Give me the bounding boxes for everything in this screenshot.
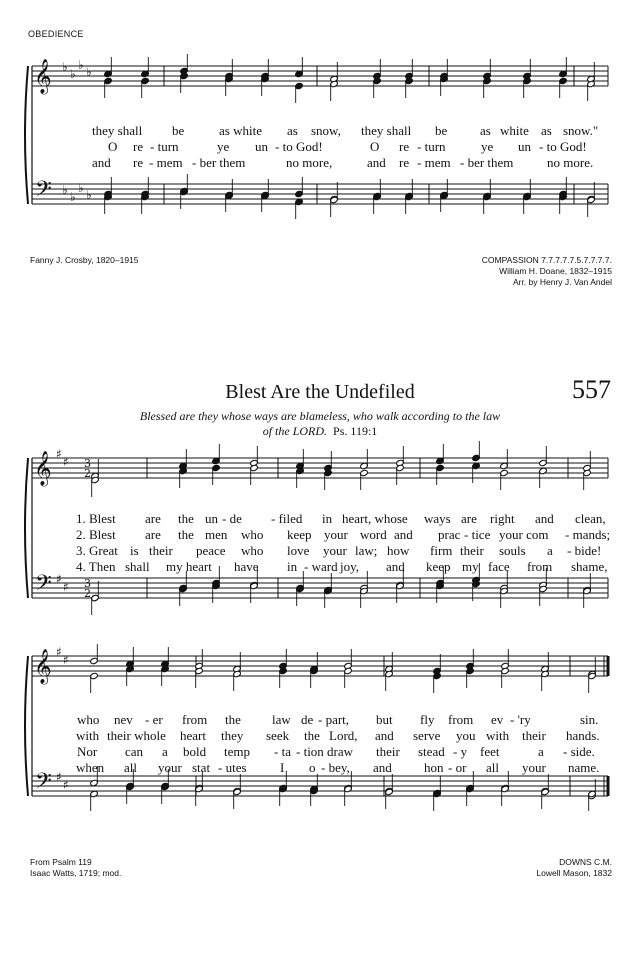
lyric-syllable: O bbox=[108, 139, 118, 154]
arranger-credit: Arr. by Henry J. Van Andel bbox=[512, 277, 612, 287]
lyric-syllable: no more. bbox=[547, 155, 594, 170]
lyric-syllable: their bbox=[522, 728, 546, 743]
key-signature: ♭ bbox=[70, 190, 76, 204]
lyric-syllable: and bbox=[375, 728, 394, 743]
lyric-syllable: their whole bbox=[107, 728, 166, 743]
lyric-syllable: have bbox=[234, 559, 259, 574]
lyric-syllable: snow." bbox=[563, 123, 599, 138]
lyric-syllable: your bbox=[323, 543, 347, 558]
key-signature: ♭ bbox=[70, 67, 76, 81]
lyric-syllable: fly bbox=[420, 712, 435, 727]
lyric-syllable: shame, bbox=[571, 559, 608, 574]
lyric-syllable: you bbox=[456, 728, 476, 743]
key-signature: ♭ bbox=[86, 65, 92, 79]
tune-name: DOWNS C.M. bbox=[559, 857, 612, 867]
key-signature: ♯ bbox=[63, 778, 69, 792]
epigraph bbox=[0, 409, 640, 439]
lyric-syllable: - bey, bbox=[321, 760, 350, 775]
lyric-syllable: - tion draw bbox=[296, 744, 354, 759]
key-signature: ♭ bbox=[78, 181, 84, 195]
hymn-title: Blest Are the Undefiled bbox=[225, 381, 415, 403]
lyric-syllable: as bbox=[480, 123, 491, 138]
key-signature: ♭ bbox=[78, 58, 84, 72]
lyric-syllable: and bbox=[373, 760, 392, 775]
epigraph-text: of the LORD. bbox=[262, 424, 328, 438]
lyric-syllable: sin. bbox=[580, 712, 599, 727]
lyric-syllable: - tice bbox=[464, 527, 491, 542]
lyric-syllable: souls bbox=[499, 543, 526, 558]
lyric-syllable: your bbox=[158, 760, 182, 775]
lyric-syllable: are bbox=[145, 527, 161, 542]
time-signature: 2 bbox=[84, 587, 91, 600]
epigraph-line-1: Blessed are they whose ways are blameless, who walk according to the law bbox=[139, 409, 501, 423]
lyric-syllable: - mem bbox=[149, 155, 183, 170]
lyric-syllable: ye bbox=[217, 139, 230, 154]
lyric-syllable: word bbox=[360, 527, 387, 542]
lyric-syllable: a bbox=[162, 744, 168, 759]
lyric-syllable: - de bbox=[222, 511, 242, 526]
lyric-syllable: re bbox=[399, 139, 410, 154]
lyric-syllable: their bbox=[149, 543, 173, 558]
hymn-tune-credit bbox=[536, 857, 612, 879]
lyric-syllable: are bbox=[461, 511, 477, 526]
lyric-syllable: - mem bbox=[417, 155, 451, 170]
lyric-syllable: their bbox=[376, 744, 400, 759]
lyric-syllable: as white bbox=[219, 123, 262, 138]
lyric-syllable: in bbox=[322, 511, 333, 526]
lyric-syllable: serve bbox=[413, 728, 441, 743]
lyric-syllable: I bbox=[280, 760, 285, 775]
composer-credit: William H. Doane, 1832–1915 bbox=[499, 266, 612, 276]
lyric-syllable: feet bbox=[480, 744, 500, 759]
lyric-syllable: O bbox=[370, 139, 380, 154]
lyric-syllable: un bbox=[518, 139, 531, 154]
lyric-syllable: re bbox=[399, 155, 410, 170]
lyric-syllable: ev bbox=[491, 712, 504, 727]
lyric-syllable: are bbox=[145, 511, 161, 526]
lyric-syllable: can bbox=[125, 744, 144, 759]
lyric-syllable: who bbox=[77, 712, 100, 727]
lyric-syllable: temp bbox=[224, 744, 250, 759]
lyric-syllable: all bbox=[486, 760, 499, 775]
lyric-syllable: is bbox=[130, 543, 139, 558]
time-signature: 2 bbox=[84, 467, 91, 480]
bass-clef: 𝄢 bbox=[35, 769, 52, 799]
lyric-syllable: - to God! bbox=[275, 139, 323, 154]
lyric-syllable: - turn bbox=[150, 139, 179, 154]
lyric-syllable: joy, bbox=[340, 559, 360, 574]
lyric-syllable: un bbox=[205, 511, 218, 526]
key-signature: ♯ bbox=[56, 447, 62, 461]
treble-clef: 𝄞 bbox=[34, 59, 52, 94]
lyric-syllable: they bbox=[221, 728, 244, 743]
lyric-syllable: - or bbox=[448, 760, 467, 775]
lyric-syllable: and bbox=[92, 155, 111, 170]
bass-clef: 𝄢 bbox=[35, 177, 52, 207]
treble-clef: 𝄞 bbox=[34, 649, 52, 684]
lyric-syllable: a bbox=[547, 543, 553, 558]
lyric-syllable: shall bbox=[125, 559, 150, 574]
key-signature: ♯ bbox=[63, 455, 69, 469]
lyric-syllable: - bide! bbox=[567, 543, 602, 558]
lyric-syllable: - turn bbox=[417, 139, 446, 154]
composer-credit: Lowell Mason, 1832 bbox=[536, 868, 612, 878]
lyric-syllable: 3. Great bbox=[76, 543, 118, 558]
lyric-syllable: - y bbox=[453, 744, 468, 759]
lyric-syllable: hon bbox=[424, 760, 444, 775]
lyric-syllable: your bbox=[324, 527, 348, 542]
lyric-syllable: heart, whose bbox=[342, 511, 408, 526]
lyric-syllable: all bbox=[124, 760, 137, 775]
lyric-syllable: re bbox=[133, 155, 144, 170]
lyric-syllable: when bbox=[76, 760, 105, 775]
lyric-syllable: the bbox=[178, 511, 194, 526]
lyric-syllable: who bbox=[241, 543, 264, 558]
lyric-syllable: they shall bbox=[92, 123, 143, 138]
hymn-text-credit bbox=[30, 857, 121, 879]
lyric-syllable: and bbox=[386, 559, 405, 574]
text-source: From Psalm 119 bbox=[30, 857, 92, 867]
lyric-syllable: keep bbox=[426, 559, 451, 574]
lyric-syllable: de bbox=[301, 712, 314, 727]
lyric-syllable: o bbox=[309, 760, 316, 775]
lyric-syllable: who bbox=[241, 527, 264, 542]
lyric-syllable: from bbox=[182, 712, 208, 727]
lyric-syllable: - to God! bbox=[539, 139, 587, 154]
lyric-syllable: white bbox=[500, 123, 529, 138]
lyric-syllable: keep bbox=[287, 527, 312, 542]
lyric-syllable: snow, bbox=[311, 123, 341, 138]
key-signature: ♯ bbox=[63, 653, 69, 667]
lyric-syllable: - ward bbox=[304, 559, 338, 574]
lyric-syllable: with bbox=[486, 728, 510, 743]
lyric-syllable: - part, bbox=[318, 712, 350, 727]
lyric-syllable: 4. Then bbox=[76, 559, 116, 574]
scripture-reference: Ps. 119:1 bbox=[333, 424, 378, 438]
treble-clef: 𝄞 bbox=[34, 451, 52, 486]
key-signature: ♯ bbox=[56, 645, 62, 659]
lyric-syllable: 2. Blest bbox=[76, 527, 116, 542]
lyric-syllable: my heart bbox=[166, 559, 212, 574]
lyric-syllable: and bbox=[367, 155, 386, 170]
lyric-syllable: - side. bbox=[563, 744, 595, 759]
key-signature: ♯ bbox=[56, 770, 62, 784]
lyric-syllable: with bbox=[76, 728, 100, 743]
lyric-syllable: your bbox=[522, 760, 546, 775]
lyric-syllable: - filed bbox=[271, 511, 303, 526]
lyric-syllable: they shall bbox=[361, 123, 412, 138]
lyric-syllable: from bbox=[448, 712, 474, 727]
lyric-syllable: ways bbox=[424, 511, 451, 526]
lyric-syllable: as bbox=[287, 123, 298, 138]
lyric-syllable: no more, bbox=[286, 155, 333, 170]
lyric-syllable: stead bbox=[418, 744, 445, 759]
lyric-syllable: - ta bbox=[274, 744, 291, 759]
epigraph-line-2 bbox=[0, 424, 640, 439]
author-credit: Isaac Watts, 1719; mod. bbox=[30, 868, 122, 878]
key-signature: ♯ bbox=[63, 580, 69, 594]
lyric-syllable: your com bbox=[499, 527, 549, 542]
lyric-syllable: - ber them bbox=[460, 155, 514, 170]
time-signature: 3 bbox=[84, 457, 91, 470]
lyric-syllable: and bbox=[535, 511, 554, 526]
lyric-syllable: the bbox=[225, 712, 241, 727]
lyric-syllable: right bbox=[490, 511, 515, 526]
lyric-syllable: their bbox=[460, 543, 484, 558]
lyric-syllable: the bbox=[178, 527, 194, 542]
section-label: OBEDIENCE bbox=[28, 29, 84, 39]
lyric-syllable: bold bbox=[183, 744, 207, 759]
lyric-syllable: - er bbox=[145, 712, 163, 727]
lyric-syllable: and bbox=[394, 527, 413, 542]
lyric-syllable: clean, bbox=[575, 511, 606, 526]
lyric-syllable: nev bbox=[114, 712, 133, 727]
lyric-syllable: - mands; bbox=[565, 527, 611, 542]
lyric-syllable: seek bbox=[266, 728, 290, 743]
lyric-syllable: hands. bbox=[566, 728, 600, 743]
lyric-syllable: my bbox=[462, 559, 479, 574]
lyric-syllable: how bbox=[387, 543, 410, 558]
lyric-syllable: the bbox=[304, 728, 320, 743]
key-signature: ♭ bbox=[62, 183, 68, 197]
lyric-syllable: face bbox=[488, 559, 510, 574]
lyric-syllable: men bbox=[205, 527, 228, 542]
lyric-syllable: Lord, bbox=[329, 728, 358, 743]
system-brace bbox=[25, 458, 28, 598]
lyric-syllable: in bbox=[287, 559, 298, 574]
lyric-syllable: be bbox=[172, 123, 185, 138]
lyric-syllable: be bbox=[435, 123, 448, 138]
lyric-syllable: from bbox=[527, 559, 553, 574]
lyric-syllable: Nor bbox=[77, 744, 98, 759]
lyric-syllable: firm bbox=[430, 543, 453, 558]
system-brace bbox=[25, 656, 28, 796]
lyric-syllable: name. bbox=[568, 760, 600, 775]
lyric-syllable: peace bbox=[196, 543, 226, 558]
prev-author-credit: Fanny J. Crosby, 1820–1915 bbox=[30, 255, 139, 265]
lyric-syllable: as bbox=[541, 123, 552, 138]
prev-tune-credit bbox=[482, 255, 612, 288]
time-signature: 3 bbox=[84, 577, 91, 590]
lyric-syllable: love bbox=[287, 543, 310, 558]
lyric-syllable: law bbox=[272, 712, 291, 727]
lyric-syllable: re bbox=[133, 139, 144, 154]
lyric-syllable: un bbox=[255, 139, 268, 154]
lyric-syllable: - utes bbox=[218, 760, 247, 775]
bass-clef: 𝄢 bbox=[35, 571, 52, 601]
lyric-syllable: 1. Blest bbox=[76, 511, 116, 526]
key-signature: ♭ bbox=[62, 60, 68, 74]
lyric-syllable: but bbox=[376, 712, 393, 727]
lyric-syllable: a bbox=[538, 744, 544, 759]
lyric-syllable: - ber them bbox=[192, 155, 246, 170]
lyric-syllable: law; bbox=[355, 543, 378, 558]
lyric-syllable: prac bbox=[438, 527, 461, 542]
lyric-syllable: stat bbox=[192, 760, 211, 775]
lyric-syllable: heart bbox=[180, 728, 206, 743]
hymn-number: 557 bbox=[572, 375, 611, 404]
lyric-syllable: - 'ry bbox=[510, 712, 531, 727]
key-signature: ♯ bbox=[56, 572, 62, 586]
system-brace bbox=[25, 66, 28, 204]
tune-name: COMPASSION 7.7.7.7.7.5.7.7.7.7. bbox=[481, 255, 612, 265]
key-signature: ♭ bbox=[86, 188, 92, 202]
lyric-syllable: ye bbox=[481, 139, 494, 154]
